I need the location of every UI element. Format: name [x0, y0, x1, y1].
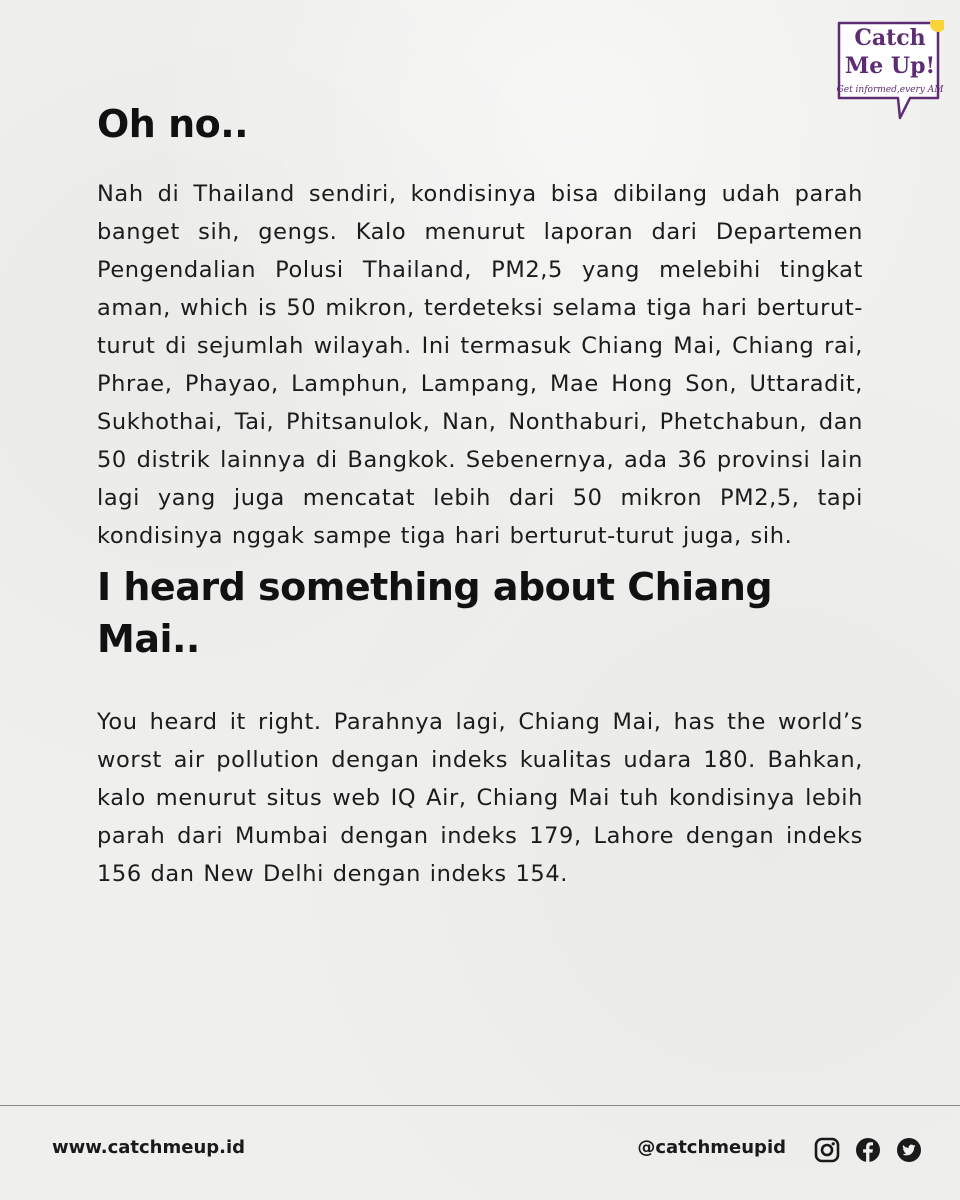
twitter-icon[interactable] — [896, 1137, 922, 1163]
footer-website-link[interactable]: www.catchmeup.id — [52, 1137, 246, 1158]
footer-divider — [0, 1105, 960, 1106]
logo-tagline: Get informed,every AM — [836, 85, 944, 95]
logo-text-line1: Catch — [854, 25, 926, 51]
facebook-icon[interactable] — [855, 1137, 881, 1163]
logo-text-line2: Me Up! — [844, 53, 936, 79]
section-paragraph-chiang-mai: You heard it right. Parahnya lagi, Chiang Mai, has the world’s worst air pollution dengan indeks kualitas udara 180. Bahkan, kalo menurut situs web IQ Air, Chiang Mai tuh kondisinya lebih parah dari Mumbai dengan indeks 179, Lahore dengan indeks 156 dan New Delhi dengan indeks 154. — [97, 709, 863, 887]
section-paragraph-thailand: Nah di Thailand sendiri, kondisinya bisa dibilang udah parah banget sih, gengs. Kalo menurut laporan dari Departemen Pengendalian Polusi Thailand, PM2,5 yang melebihi tingkat aman, which is 50 mikron, terdeteksi selama tiga hari berturut-turut di sejumlah wilayah. Ini termasuk Chiang Mai, Chiang rai, Phrae, Phayao, Lamphun, Lampang, Mae Hong Son, Uttaradit, Sukhothai, Tai, Phitsanulok, Nan, Nonthaburi, Phetchabun, dan 50 distrik lainnya di Bangkok. Sebenernya, ada 36 provinsi lain lagi yang juga mencatat lebih dari 50 mikron PM2,5, tapi kondisinya nggak sampe tiga hari berturut-turut juga, sih. — [97, 181, 863, 549]
instagram-icon[interactable] — [814, 1137, 840, 1163]
section-heading-chiang-mai: I heard something about Chiang Mai.. — [97, 565, 773, 661]
article-content — [97, 98, 863, 893]
footer-social-handle[interactable]: @catchmeupid — [637, 1137, 786, 1158]
section-heading-oh-no: Oh no.. — [97, 102, 249, 146]
